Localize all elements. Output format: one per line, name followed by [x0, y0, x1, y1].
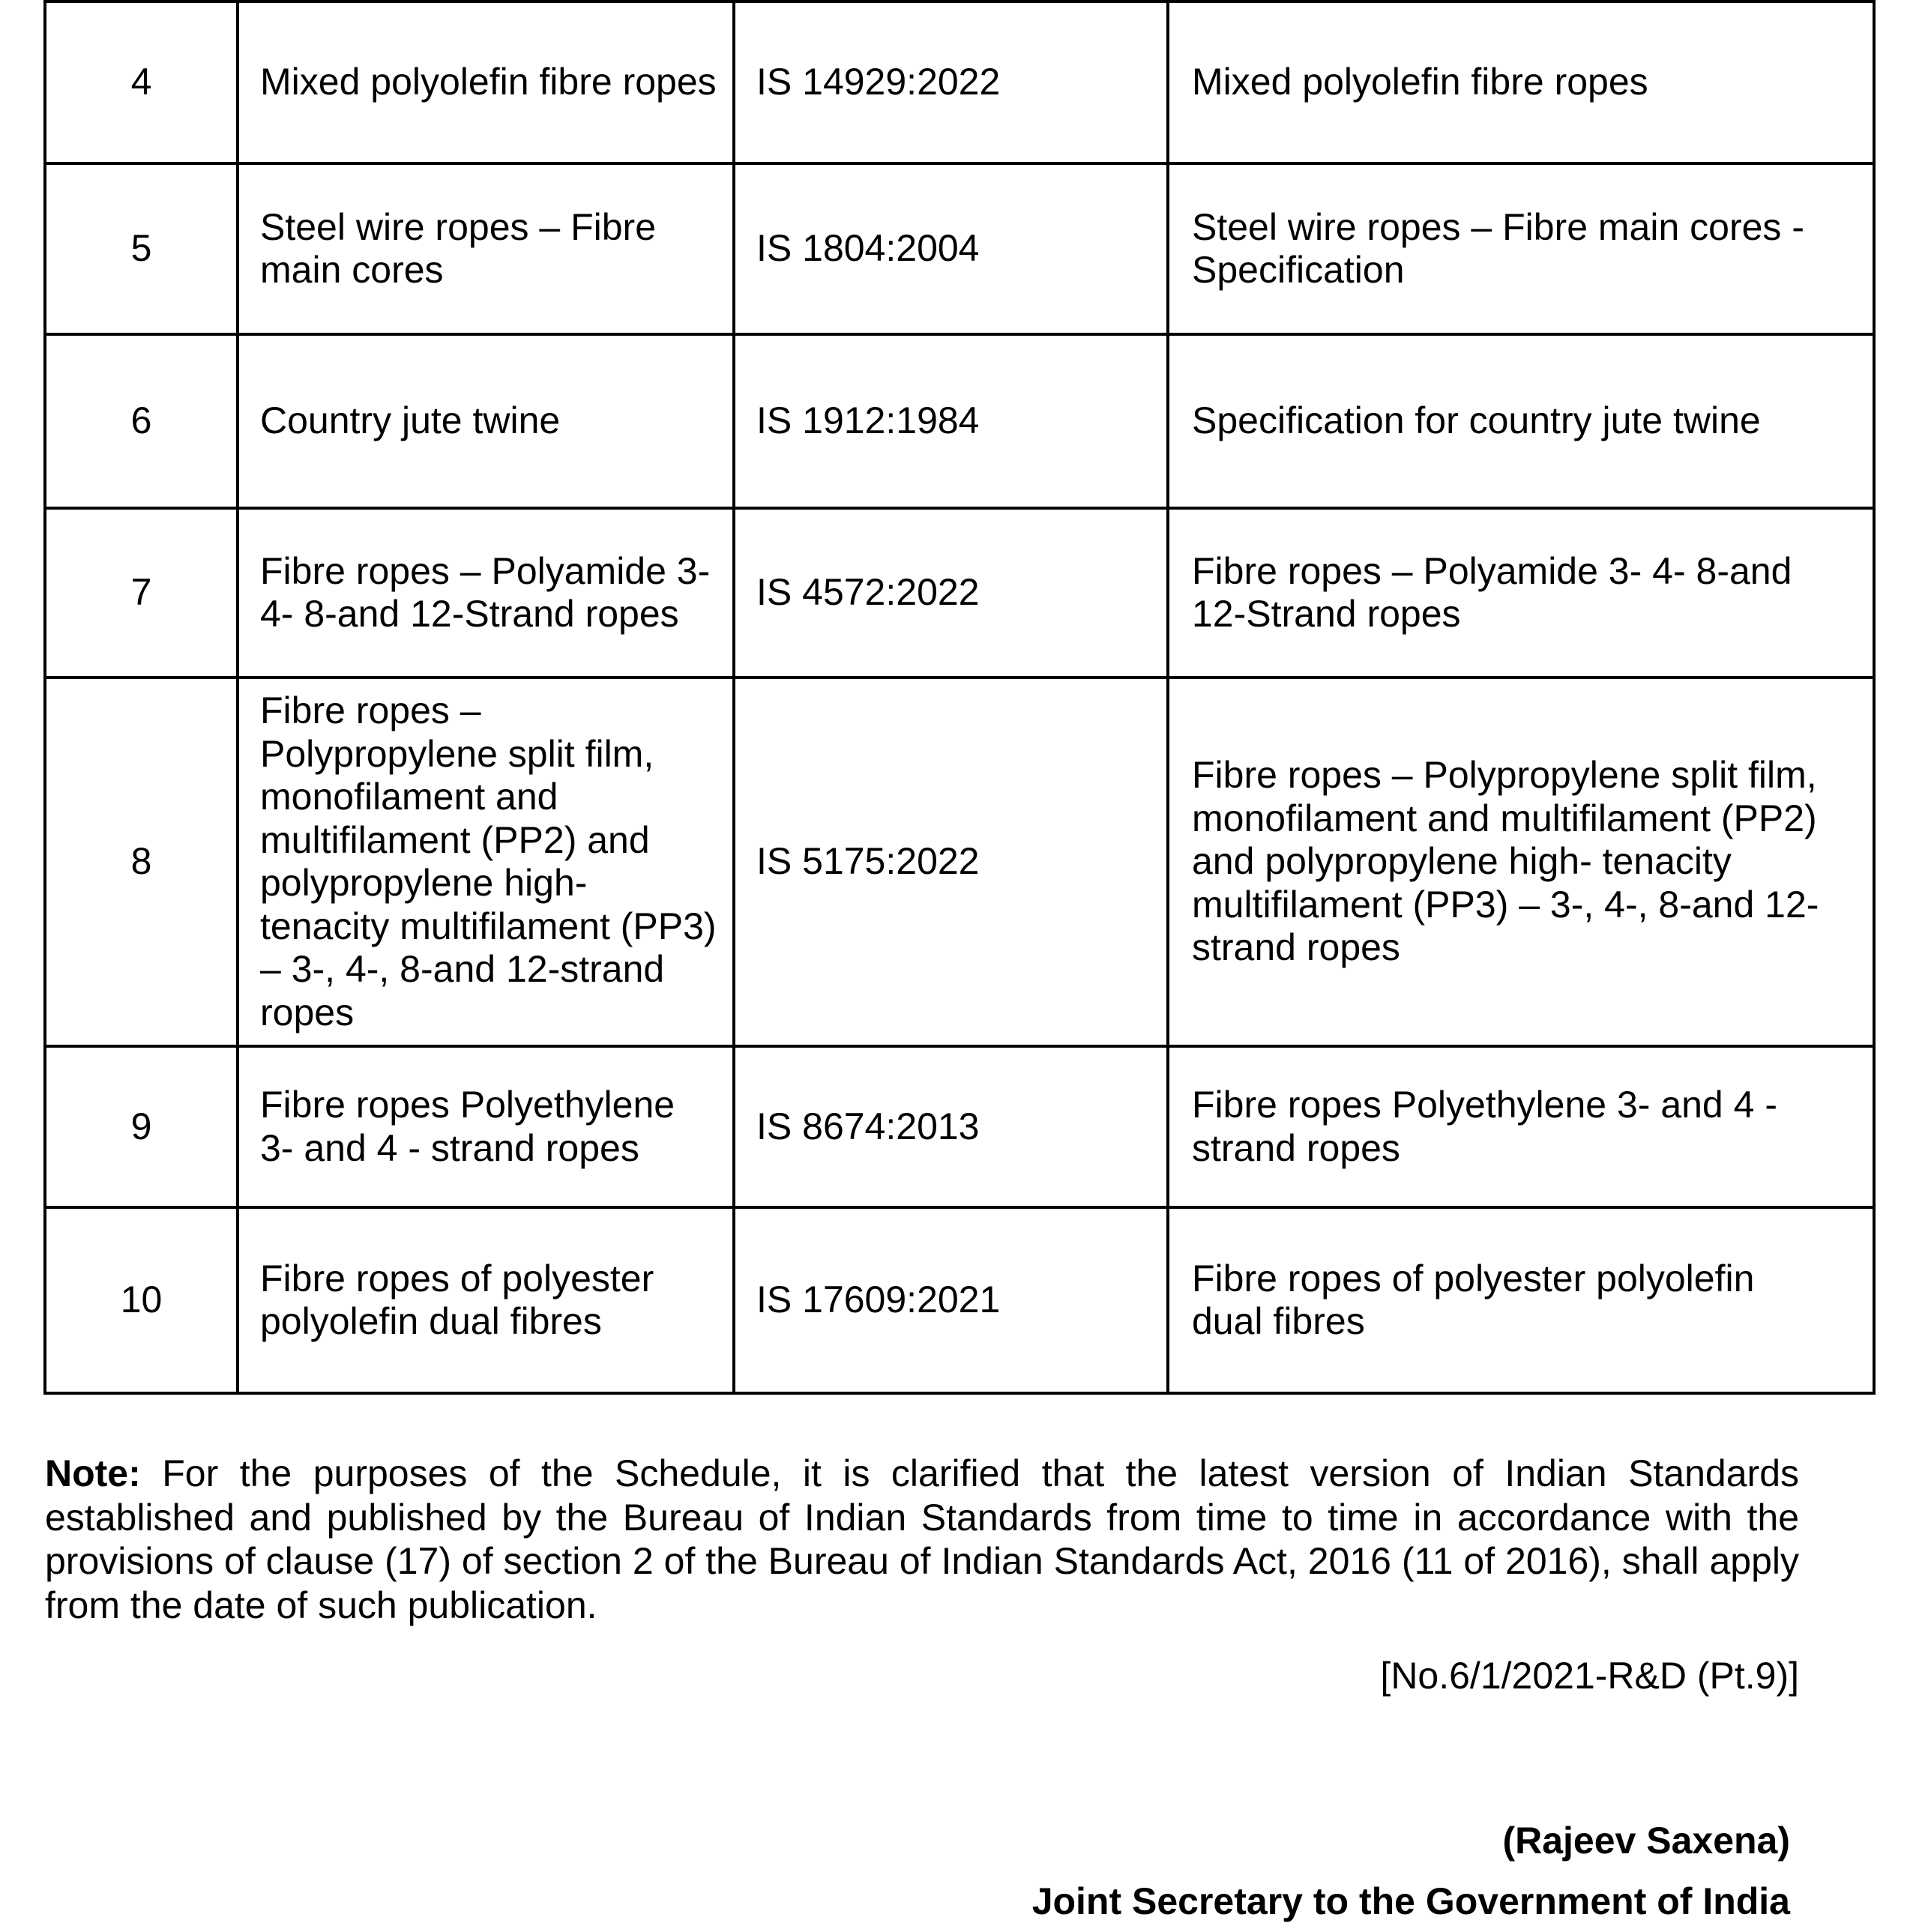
note-label: Note:	[45, 1452, 141, 1494]
note-text: For the purposes of the Schedule, it is clarified that the latest version of Indian Standards established and published by the Bureau of Indian Standards from time to time in accordance with the provisions of clause (17) of section 2 of the Bureau of Indian Standards Act, 2016 (11 of 2016), shall apply from the date of such publication.	[45, 1452, 1799, 1626]
goods-description-cell: Steel wire ropes – Fibre main cores	[238, 163, 734, 334]
table-row	[45, 1, 1874, 163]
standard-title-cell: Mixed polyolefin fibre ropes	[1168, 1, 1874, 163]
is-number-cell: IS 1804:2004	[734, 163, 1168, 334]
is-number-cell: IS 1912:1984	[734, 334, 1168, 508]
serial-number-cell: 8	[45, 677, 238, 1046]
serial-number-cell: 5	[45, 163, 238, 334]
standard-title-cell: Fibre ropes – Polyamide 3- 4- 8-and 12-Strand ropes	[1168, 508, 1874, 677]
serial-number-cell: 7	[45, 508, 238, 677]
is-number-cell: IS 14929:2022	[734, 1, 1168, 163]
signatory-name: (Rajeev Saxena)	[1502, 1819, 1790, 1862]
goods-description-cell: Country jute twine	[238, 334, 734, 508]
standard-title-cell: Specification for country jute twine	[1168, 334, 1874, 508]
goods-description-cell: Fibre ropes – Polyamide 3- 4- 8-and 12-Strand ropes	[238, 508, 734, 677]
table-row	[45, 334, 1874, 508]
table-row	[45, 1046, 1874, 1207]
is-number-cell: IS 4572:2022	[734, 508, 1168, 677]
serial-number-cell: 6	[45, 334, 238, 508]
reference-number: [No.6/1/2021-R&D (Pt.9)]	[1380, 1655, 1799, 1697]
serial-number-cell: 4	[45, 1, 238, 163]
is-number-cell: IS 5175:2022	[734, 677, 1168, 1046]
standard-title-cell: Fibre ropes Polyethylene 3- and 4 -strand ropes	[1168, 1046, 1874, 1207]
table-row	[45, 677, 1874, 1046]
table-row	[45, 508, 1874, 677]
goods-description-cell: Fibre ropes Polyethylene 3- and 4 - strand ropes	[238, 1046, 734, 1207]
goods-description-cell: Mixed polyolefin fibre ropes	[238, 1, 734, 163]
is-number-cell: IS 17609:2021	[734, 1207, 1168, 1393]
signature-block	[45, 1811, 1790, 1932]
note-paragraph	[45, 1452, 1799, 1627]
standard-title-cell: Steel wire ropes – Fibre main cores - Specification	[1168, 163, 1874, 334]
standard-title-cell: Fibre ropes of polyester polyolefin dual fibres	[1168, 1207, 1874, 1393]
is-number-cell: IS 8674:2013	[734, 1046, 1168, 1207]
standards-table-body	[45, 1, 1874, 1393]
table-row	[45, 1207, 1874, 1393]
goods-description-cell: Fibre ropes – Polypropylene split film, monofilament and multifilament (PP2) and polypropylene high- tenacity multifilament (PP3) – 3-, 4-, 8-and 12-strand ropes	[238, 677, 734, 1046]
serial-number-cell: 10	[45, 1207, 238, 1393]
table-row	[45, 163, 1874, 334]
serial-number-cell: 9	[45, 1046, 238, 1207]
standard-title-cell: Fibre ropes – Polypropylene split film, monofilament and multifilament (PP2) and polypropylene high- tenacity multifilament (PP3) – 3-, 4-, 8-and 12-strand ropes	[1168, 677, 1874, 1046]
standards-table	[43, 0, 1876, 1395]
signatory-designation: Joint Secretary to the Government of India	[1031, 1880, 1790, 1922]
goods-description-cell: Fibre ropes of polyester polyolefin dual fibres	[238, 1207, 734, 1393]
